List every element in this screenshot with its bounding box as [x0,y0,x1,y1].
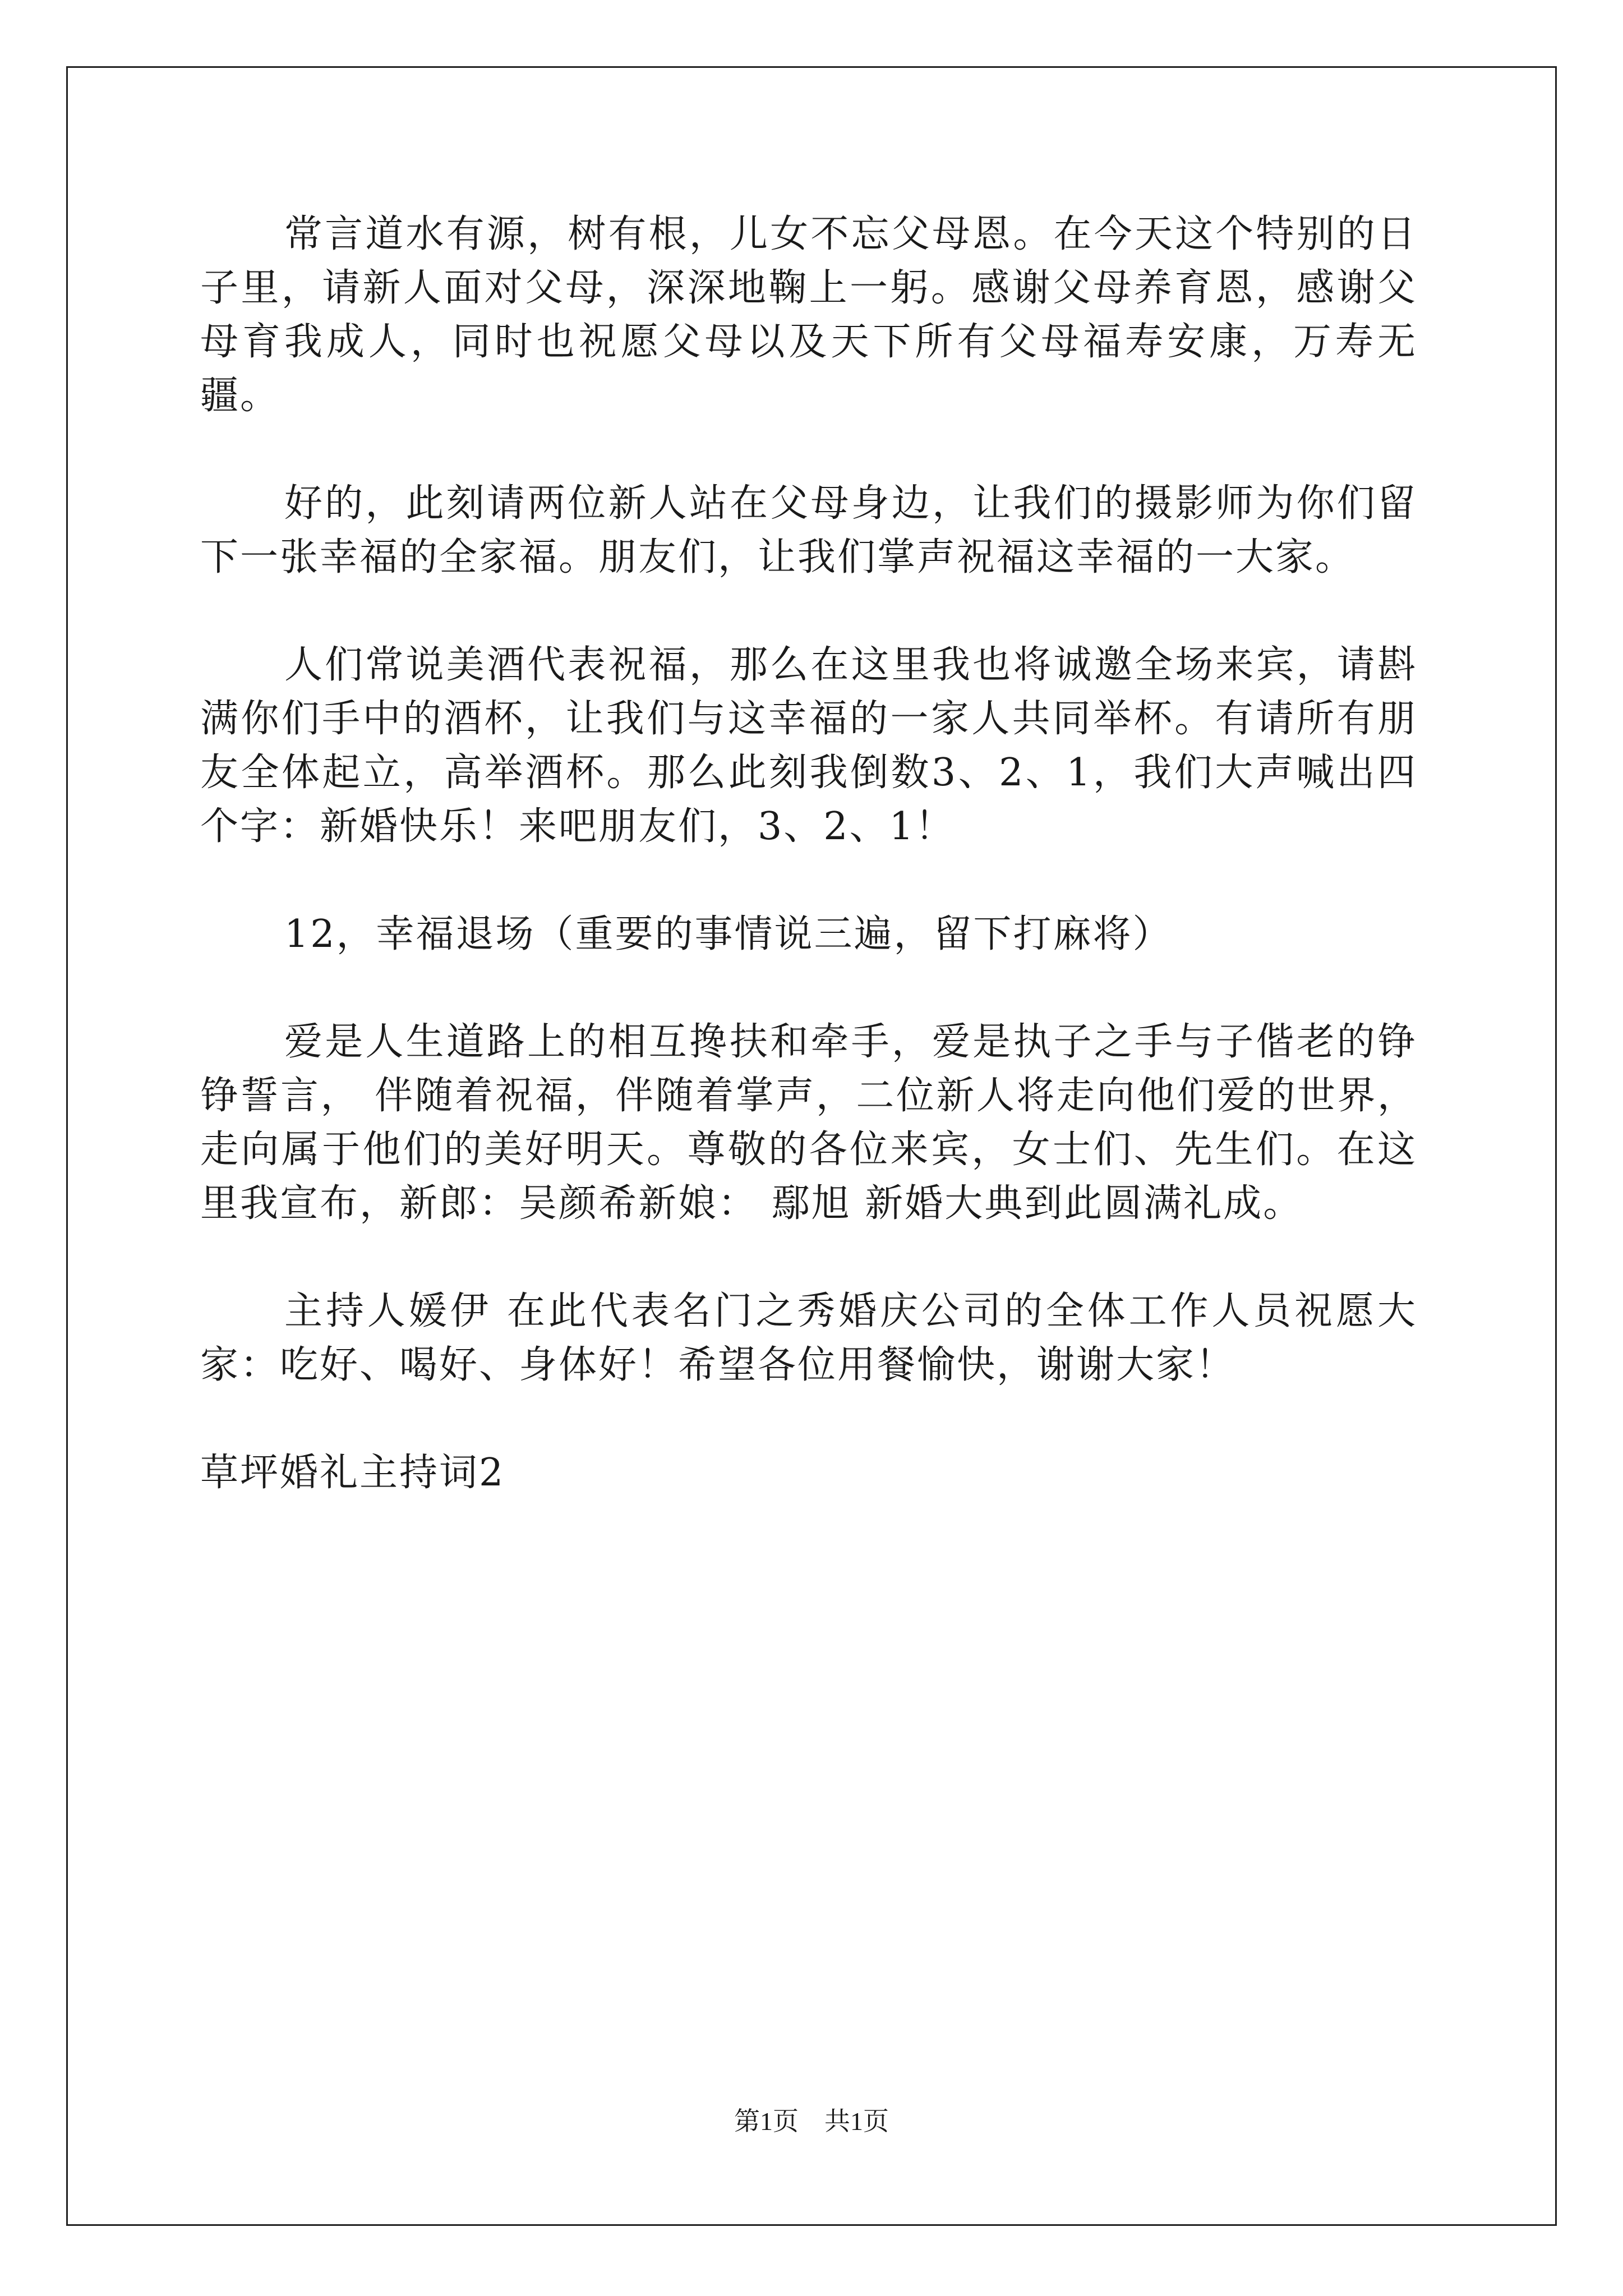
document-body [200,208,1417,1554]
page-footer: 第1页 共1页 [734,2107,889,2136]
paragraph-toast: 人们常说美酒代表祝福，那么在这里我也将诚邀全场来宾，请斟满你们手中的酒杯，让我们与这幸福的一家人共同举杯。有请所有朋友全体起立，高举酒杯。那么此刻我倒数3、2、1，我们大声喊出四个字：新婚快乐！来吧朋友们，3、2、1！ [200,643,1417,849]
paragraph-exit-heading: 12，幸福退场（重要的事情说三遍，留下打麻将） [284,912,1173,956]
paragraph-thank-parents: 常言道水有源，树有根，儿女不忘父母恩。在今天这个特别的日子里，请新人面对父母，深深地鞠上一躬。感谢父母养育恩，感谢父母育我成人，同时也祝愿父母以及天下所有父母福寿安康，万寿无疆。 [200,212,1417,418]
section-title: 草坪婚礼主持词2 [200,1451,505,1495]
paragraph-closing-wishes: 主持人媛伊 在此代表名门之秀婚庆公司的全体工作人员祝愿大家：吃好、喝好、身体好！希望各位用餐愉快，谢谢大家！ [200,1289,1417,1387]
paragraph-ceremony-complete: 爱是人生道路上的相互搀扶和牵手，爱是执子之手与子偕老的铮铮誓言， 伴随着祝福，伴随着掌声，二位新人将走向他们爱的世界，走向属于他们的美好明天。尊敬的各位来宾，女士们、先生们。在这里我宣布，新郎：吴颜希新娘： 鄢旭 新婚大典到此圆满礼成。 [200,1020,1417,1226]
paragraph-family-photo: 好的，此刻请两位新人站在父母身边，让我们的摄影师为你们留下一张幸福的全家福。朋友们，让我们掌声祝福这幸福的一大家。 [200,481,1417,579]
